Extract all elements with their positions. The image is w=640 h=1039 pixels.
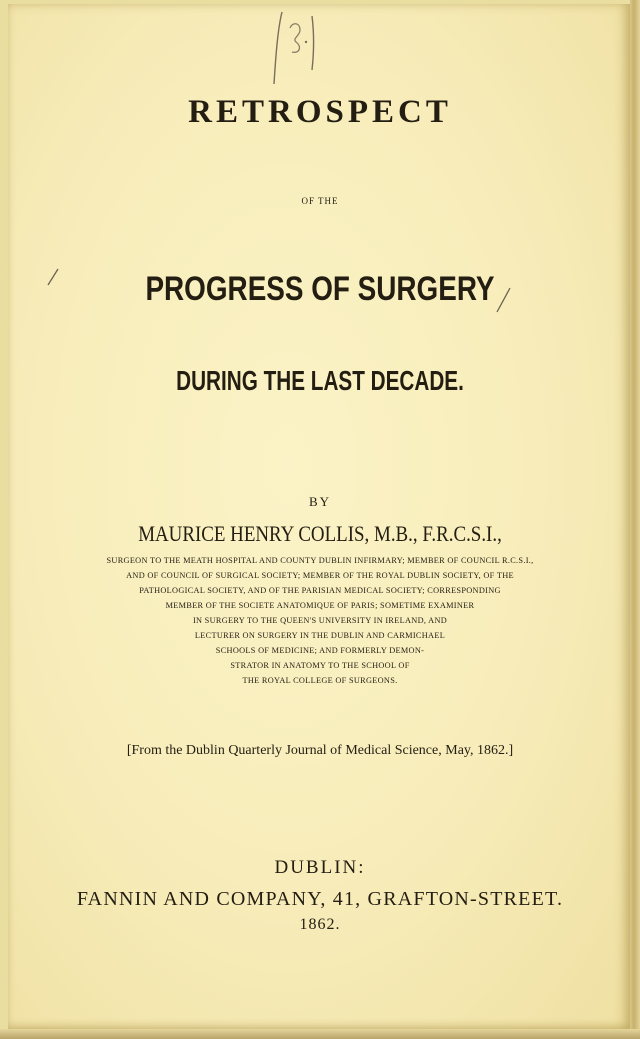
- imprint-year: 1862.: [299, 916, 341, 933]
- author-credentials-line: LECTURER ON SURGERY IN THE DUBLIN AND CARMICHAEL: [194, 631, 446, 640]
- by-line: BY: [308, 494, 332, 509]
- author-credentials-line: SURGEON TO THE MEATH HOSPITAL AND COUNTY DUBLIN INFIRMARY; MEMBER OF COUNCIL R.C.S.I.,: [106, 556, 534, 565]
- period-title: DURING THE LAST DECADE.: [176, 365, 464, 396]
- subject-title: PROGRESS OF SURGERY: [145, 270, 495, 308]
- page-edge-right: [630, 0, 640, 1039]
- author-credentials-line: MEMBER OF THE SOCIETE ANATOMIQUE OF PARIS; SOMETIME EXAMINER: [165, 601, 475, 610]
- author-credentials-line: THE ROYAL COLLEGE OF SURGEONS.: [242, 676, 398, 685]
- imprint-publisher: FANNIN AND COMPANY, 41, GRAFTON-STREET.: [76, 888, 564, 910]
- source-citation: [From the Dublin Quarterly Journal of Medical Science, May, 1862.]: [126, 743, 514, 758]
- author-name: MAURICE HENRY COLLIS, M.B., F.R.C.S.I.,: [138, 521, 502, 546]
- page-edge-bottom: [0, 1029, 640, 1039]
- author-credentials-line: IN SURGERY TO THE QUEEN'S UNIVERSITY IN IRELAND, AND: [192, 616, 448, 625]
- pencil-annotation: [262, 8, 332, 88]
- author-credentials-line: STRATOR IN ANATOMY TO THE SCHOOL OF: [230, 661, 410, 670]
- author-credentials-line: AND OF COUNCIL OF SURGICAL SOCIETY; MEMBER OF THE ROYAL DUBLIN SOCIETY, OF THE: [126, 571, 514, 580]
- main-title: RETROSPECT: [188, 94, 452, 130]
- title-connector: OF THE: [301, 196, 339, 206]
- imprint-city: DUBLIN:: [274, 857, 366, 878]
- author-credentials-line: SCHOOLS OF MEDICINE; AND FORMERLY DEMON-: [215, 646, 425, 655]
- author-credentials-line: PATHOLOGICAL SOCIETY, AND OF THE PARISIAN MEDICAL SOCIETY; CORRESPONDING: [139, 586, 501, 595]
